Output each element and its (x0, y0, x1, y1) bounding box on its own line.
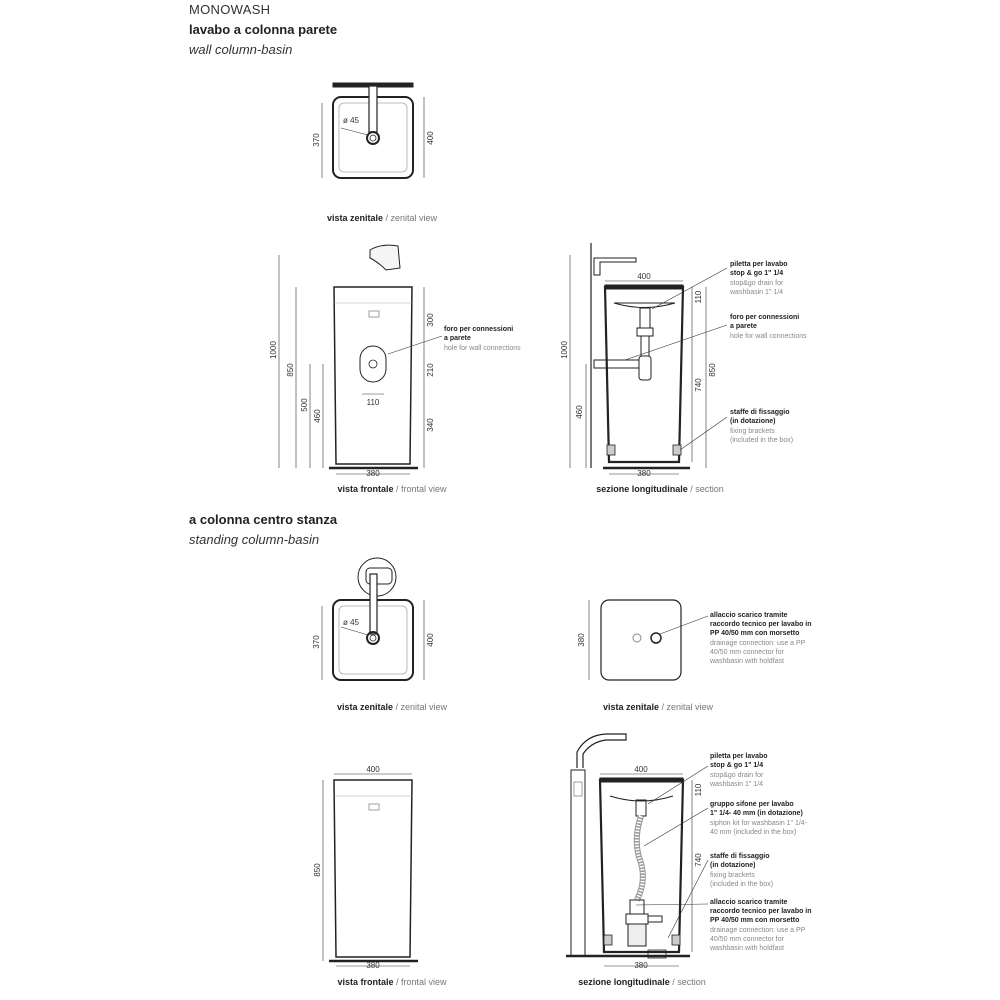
note-staffe-2 (710, 853, 773, 888)
svg-text:siphon kit for washbasin 1" 1/: siphon kit for washbasin 1" 1/4- (710, 820, 808, 827)
drain-pipe (640, 308, 650, 328)
dim-400-1: 400 (426, 131, 435, 145)
svg-text:40/50 mm connector for: 40/50 mm connector for (710, 649, 784, 656)
note-allaccio-1 (709, 612, 812, 665)
svg-text:(included in the box): (included in the box) (730, 437, 794, 444)
svg-text:fixing brackets: fixing brackets (730, 428, 775, 435)
dim-740-2: 740 (694, 853, 703, 867)
column-outline (334, 287, 412, 464)
dim-110-1: 110 (366, 398, 380, 407)
dim-400-3: 400 (426, 633, 435, 647)
note-piletta-1 (729, 261, 788, 296)
svg-text:PP 40/50 mm con morsetto: PP 40/50 mm con morsetto (710, 630, 800, 637)
svg-text:washbasin 1" 1/4: washbasin 1" 1/4 (710, 781, 764, 788)
dim-850-1: 850 (286, 363, 295, 377)
wall-outlet-pipe (594, 360, 639, 368)
dim-phi45-1: ø 45 (343, 116, 360, 125)
drain-pipe-2 (636, 800, 646, 816)
brand-title: MONOWASH (189, 2, 271, 17)
svg-text:1" 1/4- 40 mm (in dotazione): 1" 1/4- 40 mm (in dotazione) (710, 810, 803, 817)
svg-text:washbasin with holdfast: washbasin with holdfast (710, 945, 784, 952)
dim-400-2: 400 (637, 272, 651, 281)
dim-850-2: 850 (708, 363, 717, 377)
caption-zenital-1: vista zenitale / zenital view (326, 213, 438, 223)
dim-400-5: 400 (634, 765, 648, 774)
svg-text:gruppo sifone per lavabo: gruppo sifone per lavabo (710, 801, 794, 808)
dim-380-4: 380 (366, 961, 380, 970)
dim-300-1: 300 (426, 313, 435, 327)
svg-text:foro per connessioni: foro per connessioni (444, 326, 514, 333)
caption-section-1: sezione longitudinale / section (596, 484, 724, 494)
svg-text:fixing brackets: fixing brackets (710, 872, 755, 879)
note-piletta-2 (709, 753, 768, 788)
dim-380-1: 380 (366, 469, 380, 478)
svg-text:stop & go 1" 1/4: stop & go 1" 1/4 (710, 762, 764, 769)
dim-370-1: 370 (312, 133, 321, 147)
svg-text:foro per connessioni: foro per connessioni (730, 314, 800, 321)
dim-phi45-2: ø 45 (343, 618, 360, 627)
siphon (639, 356, 651, 380)
svg-text:40/50 mm connector for: 40/50 mm connector for (710, 936, 784, 943)
svg-text:40 mm (included in the box): 40 mm (included in the box) (710, 829, 797, 836)
svg-text:drainage connection: use a PP: drainage connection: use a PP (710, 927, 806, 934)
svg-text:stop&go drain for: stop&go drain for (730, 280, 784, 287)
section1-title: lavabo a colonna parete (189, 22, 338, 37)
svg-text:piletta per lavabo: piletta per lavabo (710, 753, 768, 760)
freestanding-faucet-column (571, 770, 585, 956)
zenital-view-standing-2 (589, 600, 708, 680)
svg-text:stop & go 1" 1/4: stop & go 1" 1/4 (730, 270, 784, 277)
note-foro-front (444, 326, 521, 352)
svg-text:staffe di fissaggio: staffe di fissaggio (710, 853, 770, 860)
svg-text:drainage connection: use a PP: drainage connection: use a PP (710, 640, 806, 647)
dim-340-1: 340 (426, 418, 435, 432)
dim-850-3: 850 (313, 863, 322, 877)
dim-460-2: 460 (575, 405, 584, 419)
column-outline-2 (334, 780, 412, 957)
freestanding-faucet-spout (577, 734, 626, 768)
svg-text:PP 40/50 mm con morsetto: PP 40/50 mm con morsetto (710, 917, 800, 924)
dim-500-1: 500 (300, 398, 309, 412)
svg-text:(in dotazione): (in dotazione) (730, 418, 776, 425)
dim-380-3: 380 (577, 633, 586, 647)
caption-frontal-1: vista frontale / frontal view (337, 484, 447, 494)
column-section (605, 287, 683, 462)
caption-frontal-2: vista frontale / frontal view (337, 977, 447, 987)
dim-380-2: 380 (637, 469, 651, 478)
spout-2 (370, 574, 377, 634)
frontal-view-wall (279, 245, 442, 474)
svg-text:washbasin with holdfast: washbasin with holdfast (710, 658, 784, 665)
faucet-section (594, 258, 636, 275)
dim-400-4: 400 (366, 765, 380, 774)
note-allaccio-2 (709, 899, 812, 952)
svg-text:allaccio scarico tramite: allaccio scarico tramite (710, 899, 788, 906)
dim-380-5: 380 (634, 961, 648, 970)
spout (369, 86, 377, 132)
svg-text:hole for wall connections: hole for wall connections (444, 345, 521, 352)
dim-740-1: 740 (694, 378, 703, 392)
note-sifone (710, 801, 808, 836)
drain-circle (367, 132, 379, 144)
dim-110-3: 110 (694, 783, 703, 797)
dim-370-2: 370 (312, 635, 321, 649)
zenital-view-wall (322, 83, 424, 178)
frontal-view-standing (323, 774, 418, 966)
svg-text:a parete: a parete (444, 335, 471, 342)
svg-text:stop&go drain for: stop&go drain for (710, 772, 764, 779)
note-staffe-1 (730, 409, 793, 444)
drain-connection (651, 633, 661, 643)
dim-1000-2: 1000 (560, 341, 569, 359)
svg-text:raccordo tecnico per lavabo in: raccordo tecnico per lavabo in (710, 621, 812, 628)
zenital-view-standing-1 (322, 558, 424, 680)
drain-inner (370, 135, 376, 141)
dim-210-1: 210 (426, 363, 435, 377)
faucet-front (370, 245, 400, 270)
svg-text:staffe di fissaggio: staffe di fissaggio (730, 409, 790, 416)
section1-subtitle: wall column-basin (189, 42, 293, 57)
svg-text:raccordo tecnico per lavabo in: raccordo tecnico per lavabo in (710, 908, 812, 915)
caption-section-2: sezione longitudinale / section (578, 977, 706, 987)
svg-text:hole for wall connections: hole for wall connections (730, 333, 807, 340)
svg-text:a parete: a parete (730, 323, 757, 330)
caption-zenital-3: vista zenitale / zenital view (602, 702, 714, 712)
svg-text:piletta per lavabo: piletta per lavabo (730, 261, 788, 268)
note-foro-section (730, 314, 807, 340)
svg-text:washbasin 1" 1/4: washbasin 1" 1/4 (730, 289, 784, 296)
section2-subtitle: standing column-basin (189, 532, 320, 547)
dim-460-1: 460 (313, 409, 322, 423)
svg-text:allaccio scarico tramite: allaccio scarico tramite (710, 612, 788, 619)
svg-text:(in dotazione): (in dotazione) (710, 862, 756, 869)
dim-1000-1: 1000 (269, 341, 278, 359)
caption-zenital-2: vista zenitale / zenital view (336, 702, 448, 712)
dim-110-2: 110 (694, 290, 703, 304)
svg-text:(included in the box): (included in the box) (710, 881, 774, 888)
section2-title: a colonna centro stanza (189, 512, 338, 527)
wall-connection-hole (360, 346, 386, 382)
